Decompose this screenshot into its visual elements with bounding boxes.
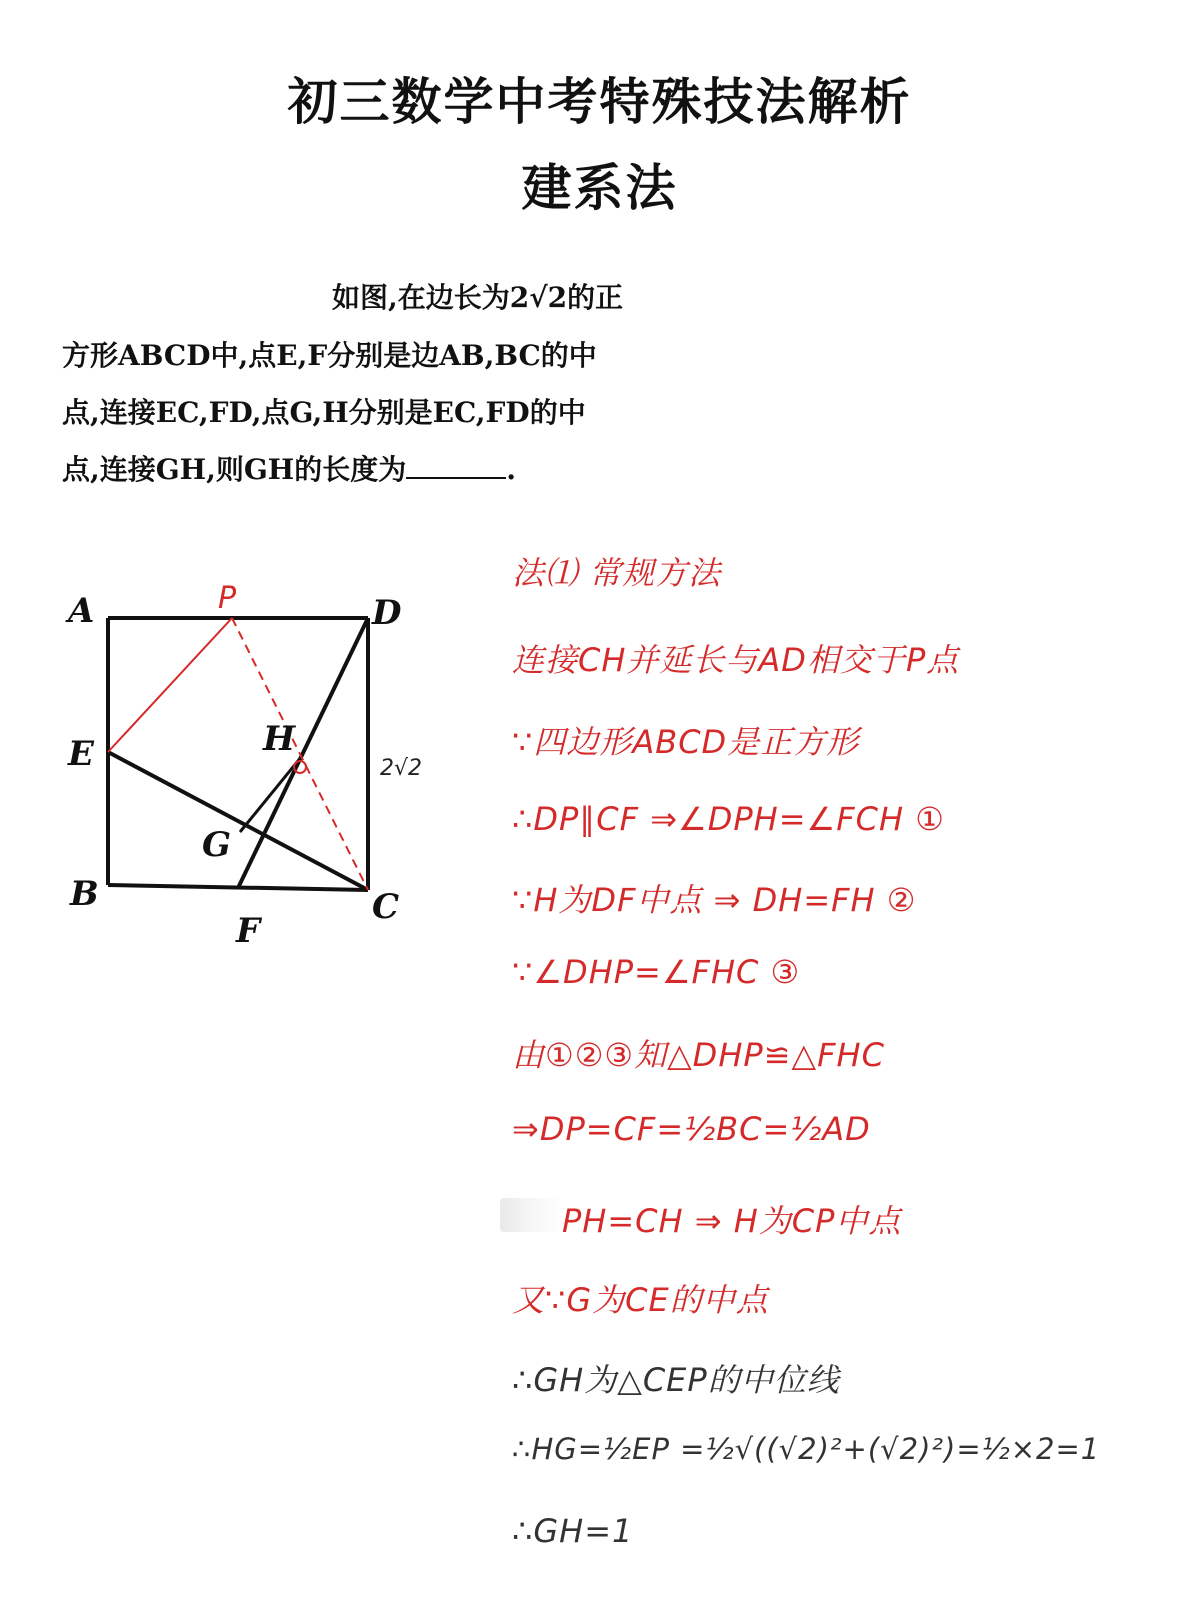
segment-ec [108, 752, 368, 890]
segment-fd [238, 618, 368, 888]
blurred-region [500, 1198, 562, 1232]
label-d: D [372, 593, 402, 633]
side-length-note: 2√2 [380, 756, 423, 781]
label-b: B [70, 874, 99, 914]
problem-line-3: 点,连接EC,FD,点G,H分别是EC,FD的中 [62, 396, 586, 429]
solution-line-5: ∵∠DHP=∠FHC ③ [512, 953, 801, 991]
solution-line-2: ∵四边形ABCD是正方形 [512, 723, 860, 761]
label-h: H [263, 719, 296, 759]
answer-blank [406, 455, 506, 479]
solution-line-9: 又∵G为CE的中点 [512, 1281, 769, 1319]
problem-line-2: 方形ABCD中,点E,F分别是边AB,BC的中 [62, 339, 597, 372]
problem-line-4-end: . [506, 453, 516, 486]
solution-line-7: ⇒DP=CF=½BC=½AD [512, 1110, 871, 1148]
label-a: A [68, 591, 95, 631]
problem-line-1: 如图,在边长为2√2的正 [332, 281, 624, 314]
solution-line-6: 由①②③知△DHP≌△FHC [512, 1036, 885, 1074]
label-p: P [218, 581, 237, 616]
solution-line-1: 连接CH并延长与AD相交于P点 [512, 641, 960, 679]
segment-ep [108, 618, 232, 752]
problem-line-4 [62, 448, 516, 488]
solution-line-8: PH=CH ⇒ H为CP中点 [562, 1202, 902, 1240]
solution-line-3: ∴DP∥CF ⇒∠DPH=∠FCH ① [512, 800, 945, 838]
solution-line-11: ∴HG=½EP =½√((√2)²+(√2)²)=½×2=1 [512, 1432, 1101, 1466]
solution-line-12: ∴GH=1 [512, 1512, 634, 1550]
solution-heading: 法⑴ 常规方法 [512, 554, 722, 592]
label-f: F [236, 911, 261, 951]
solution-line-10: ∴GH为△CEP的中位线 [512, 1361, 840, 1399]
label-g: G [202, 825, 232, 865]
geometry-figure [50, 560, 450, 960]
square-abcd [108, 618, 368, 890]
problem-line-4-text: 点,连接GH,则GH的长度为 [62, 453, 407, 486]
label-c: C [372, 887, 400, 927]
solution-line-4: ∵H为DF中点 ⇒ DH=FH ② [512, 881, 917, 919]
page-subtitle: 建系法 [521, 159, 678, 217]
page-title: 初三数学中考特殊技法解析 [287, 73, 912, 131]
label-e: E [68, 734, 94, 774]
